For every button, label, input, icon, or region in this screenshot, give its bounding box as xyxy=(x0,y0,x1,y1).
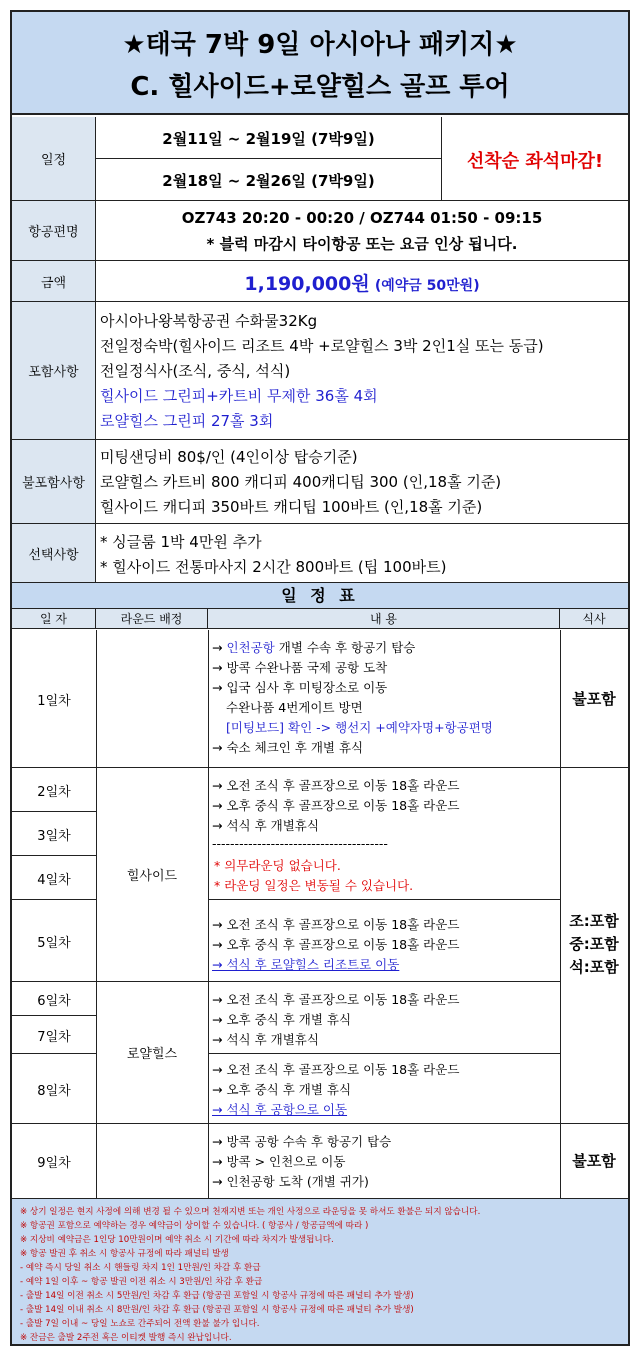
grid-line xyxy=(12,899,96,900)
optional-item: * 싱글룸 1박 4만원 추가 xyxy=(100,533,262,551)
flight-label: 항공편명 xyxy=(12,201,96,261)
included-item: 전일정식사(조식, 중식, 석식) xyxy=(100,362,291,380)
grid-line xyxy=(12,855,96,856)
excluded-item: 미팅샌딩비 80$/인 (4인이상 탑승기준) xyxy=(100,448,358,466)
day1-line: → 입국 심사 후 미팅장소로 이동 xyxy=(212,680,388,695)
schedule-date-2-cell xyxy=(96,159,442,201)
block3-line: → 오후 중식 후 개별 휴식 xyxy=(212,1012,352,1027)
flight-cell xyxy=(96,201,628,261)
excluded-item: 힐사이드 캐디피 350바트 캐디팁 100바트 (인,18홀 기준) xyxy=(100,498,483,516)
title-line-1: ★태국 7박 9일 아시아나 패키지★ xyxy=(122,30,518,60)
schedule-date-2: 2월18일 ~ 2월26일 (7박9일) xyxy=(162,172,375,190)
note-line: ※ 항공 발권 후 취소 시 항공사 규정에 따라 패널티 발생 xyxy=(20,1249,229,1259)
grid-line xyxy=(12,1015,96,1016)
excluded-label: 불포함사항 xyxy=(12,440,96,524)
included-item: 전일정숙박(힐사이드 리조트 4박 +로얄힐스 3박 2인1실 또는 동급) xyxy=(100,337,544,355)
flight-note: * 블럭 마감시 타이항공 또는 요금 인상 됩니다. xyxy=(206,235,518,253)
schedule-status-cell xyxy=(442,117,628,201)
grid-line xyxy=(12,811,96,812)
day-label: 7일차 xyxy=(37,1030,71,1045)
title-banner xyxy=(12,12,628,115)
block2-transfer: → 석식 후 로얄힐스 리조트로 이동 xyxy=(212,957,400,972)
day-label: 4일차 xyxy=(37,873,71,888)
day1-line: → 방콕 수완나품 국제 공항 도착 xyxy=(212,660,388,675)
round-hillside: 힐사이드 xyxy=(126,869,178,884)
note-line: - 예약 1일 이후 ~ 항공 발권 이전 취소 시 3만원/인 차감 후 환급 xyxy=(20,1277,263,1287)
day9-line: → 방콕 > 인천으로 이동 xyxy=(212,1154,346,1169)
note-line: - 예약 즉시 당일 취소 시 핸들링 차지 1인 1만원/인 차감 후 환급 xyxy=(20,1263,261,1273)
optional-cell xyxy=(96,524,628,583)
price-deposit: (예약금 50만원) xyxy=(374,278,480,294)
grid-line xyxy=(12,1053,96,1054)
included-item: 아시아나왕복항공권 수화물32Kg xyxy=(100,312,318,330)
divider-text: --------------------------------------- xyxy=(212,836,388,851)
optional-item: * 힐사이드 전통마사지 2시간 800바트 (팁 100바트) xyxy=(100,558,447,576)
block2-line: → 오후 중식 후 골프장으로 이동 18홀 라운드 xyxy=(212,937,460,952)
col-content: 내 용 xyxy=(208,609,560,629)
day9-meal: 불포함 xyxy=(572,1152,616,1170)
price-cell xyxy=(96,261,628,302)
optional-label: 선택사항 xyxy=(12,524,96,583)
excluded-item: 로얄힐스 카트비 800 캐디피 400캐디팁 300 (인,18홀 기준) xyxy=(100,473,502,491)
grid-line xyxy=(96,630,97,1198)
schedule-label: 일정 xyxy=(12,117,96,201)
day1-meeting: [미팅보드] 확인 -> 행선지 +예약자명+항공편명 xyxy=(226,720,493,735)
included-item: 힐사이드 그린피+카트비 무제한 36홀 4회 xyxy=(100,387,378,405)
day-label: 2일차 xyxy=(37,785,71,800)
block2-line: → 오전 조식 후 골프장으로 이동 18홀 라운드 xyxy=(212,917,460,932)
block1-line: → 석식 후 개별휴식 xyxy=(212,818,319,833)
block4-line: → 오후 중식 후 개별 휴식 xyxy=(212,1082,352,1097)
flight-info: OZ743 20:20 - 00:20 / OZ744 01:50 - 09:15 xyxy=(181,209,543,227)
excluded-cell xyxy=(96,440,628,524)
block1-line: → 오후 중식 후 골프장으로 이동 18홀 라운드 xyxy=(212,798,460,813)
meal-dinner: 석:포함 xyxy=(569,958,619,976)
included-label: 포함사항 xyxy=(12,302,96,440)
day1-line: → 인천공항 개별 수속 후 항공기 탑승 xyxy=(212,640,416,655)
included-item: 로얄힐스 그린피 27홀 3회 xyxy=(100,412,274,430)
day-label: 3일차 xyxy=(37,829,71,844)
note-line: - 출발 7일 이내 ~ 당일 노쇼로 간주되어 전액 환불 불가 입니다. xyxy=(20,1319,260,1329)
day-label: 5일차 xyxy=(37,936,71,951)
schedule-date-1: 2월11일 ~ 2월19일 (7박9일) xyxy=(162,130,375,148)
block3-line: → 오전 조식 후 골프장으로 이동 18홀 라운드 xyxy=(212,992,460,1007)
grid-line xyxy=(12,767,628,768)
note-line: ※ 잔금은 출발 2주전 혹은 이티켓 발행 즉시 완납입니다. xyxy=(20,1333,232,1343)
meal-breakfast: 조:포함 xyxy=(569,912,619,930)
note-line: - 출발 14일 이내 취소 시 8만원/인 차감 후 환급 (항공권 포함일 시 항공사 규정에 따른 패널티 추가 발생) xyxy=(20,1305,414,1315)
col-day: 일 자 xyxy=(12,609,96,629)
day-label: 6일차 xyxy=(37,994,71,1009)
price-amount: 1,190,000원 xyxy=(244,273,370,295)
col-meal: 식사 xyxy=(560,609,628,629)
price-line xyxy=(96,269,628,296)
grid-line xyxy=(208,899,560,900)
block1-line: → 오전 조식 후 골프장으로 이동 18홀 라운드 xyxy=(212,778,460,793)
itinerary-heading: 일 정 표 xyxy=(12,583,628,609)
grid-line xyxy=(12,1123,628,1124)
day9-line: → 인천공항 도착 (개별 귀가) xyxy=(212,1174,369,1189)
price-label: 금액 xyxy=(12,261,96,302)
grid-line xyxy=(12,981,560,982)
note-line: ※ 상기 일정은 현지 사정에 의해 변경 될 수 있으며 천재지변 또는 개인 사정으로 라운딩을 못 하셔도 환불은 되지 않습니다. xyxy=(20,1207,481,1217)
day1-incheon: 인천공항 xyxy=(226,640,275,655)
meal-lunch: 중:포함 xyxy=(569,935,619,953)
warning-line: * 라운딩 일정은 변동될 수 있습니다. xyxy=(214,878,414,893)
note-line: ※ 지상비 예약금은 1인당 10만원이며 예약 취소 시 기간에 따라 차지가 발생됩니다. xyxy=(20,1235,334,1245)
day1-line: → 숙소 체크인 후 개별 휴식 xyxy=(212,740,364,755)
grid-line xyxy=(208,1053,560,1054)
day-label: 8일차 xyxy=(37,1084,71,1099)
col-round: 라운드 배정 xyxy=(96,609,208,629)
day9-line: → 방콕 공항 수속 후 항공기 탑승 xyxy=(212,1134,392,1149)
day1-meal: 불포함 xyxy=(572,690,616,708)
tour-flyer xyxy=(10,10,630,1346)
warning-line: * 의무라운딩 없습니다. xyxy=(214,858,341,873)
grid-line xyxy=(208,630,209,1198)
seat-status: 선착순 좌석마감! xyxy=(466,151,604,172)
block4-line: → 오전 조식 후 골프장으로 이동 18홀 라운드 xyxy=(212,1062,460,1077)
day-label: 1일차 xyxy=(37,694,71,709)
note-line: - 출발 14일 이전 취소 시 5만원/인 차감 후 환급 (항공권 포함일 시 항공사 규정에 따른 패널티 추가 발생) xyxy=(20,1291,414,1301)
schedule-date-1-cell xyxy=(96,117,442,159)
day1-line: 수완나품 4번게이트 방면 xyxy=(226,700,363,715)
notes-section xyxy=(12,1198,628,1344)
block3-line: → 석식 후 개별휴식 xyxy=(212,1032,319,1047)
included-cell xyxy=(96,302,628,440)
day-label: 9일차 xyxy=(37,1156,71,1171)
note-line: ※ 항공권 포함으로 예약하는 경우 예약금이 상이할 수 있습니다. ( 항공사 / 항공금액에 따라 ) xyxy=(20,1221,369,1231)
title-line-2: C. 힐사이드+로얄힐스 골프 투어 xyxy=(130,72,510,102)
block4-transfer: → 석식 후 공항으로 이동 xyxy=(212,1102,348,1117)
round-royalhills: 로얄힐스 xyxy=(126,1047,178,1062)
